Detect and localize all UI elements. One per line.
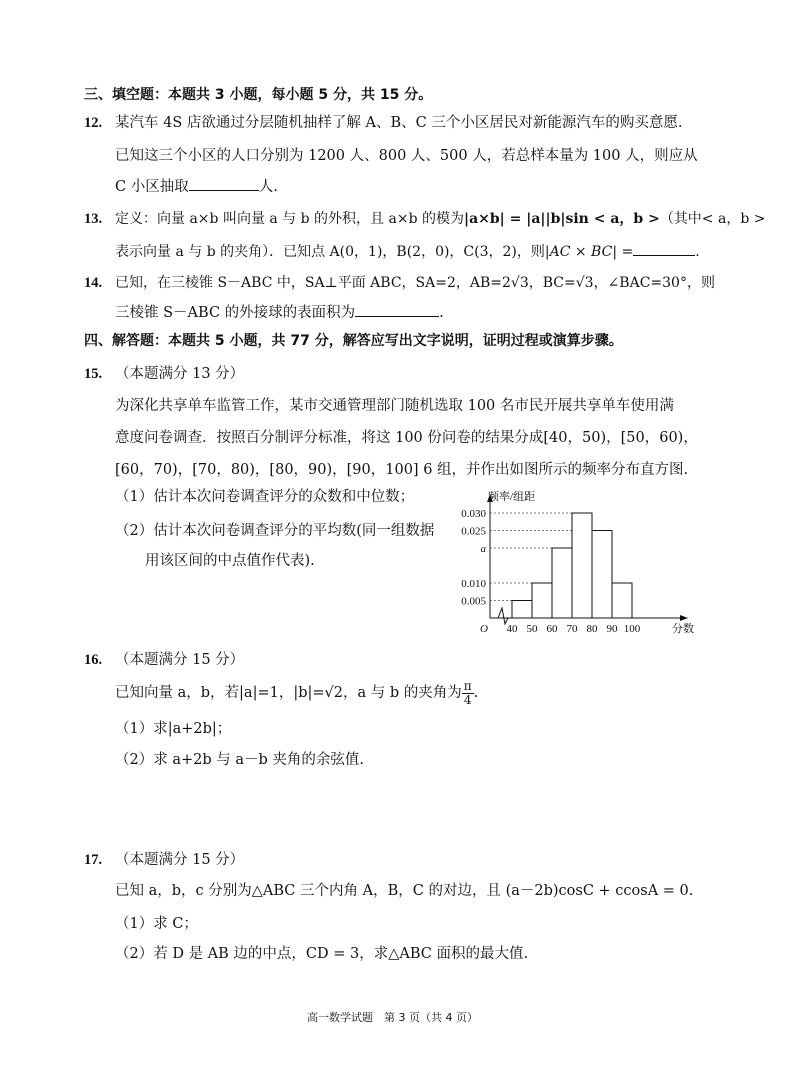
q15-p3: [60，70)，[70，80)，[80，90)，[90，100] 6 组，并作出如图所示的频率分布直方图. [115,462,689,478]
q15-p1: 为深化共享单车监管工作，某市交通管理部门随机选取 100 名市民开展共享单车使用满 [115,398,674,414]
q16-sub2: （2）求 a+2b 与 a－b 夹角的余弦值. [115,752,364,768]
y-axis-label: 频率/组距 [488,491,536,503]
axis-break-mark [498,608,508,624]
q15-score: （本题满分 13 分） [115,366,245,382]
q17-sub2: （2）若 D 是 AB 边的中点，CD = 3，求△ABC 面积的最大值. [115,946,529,962]
q13-line1-tail: （其中< a，b > [659,211,766,227]
q16-score: （本题满分 15 分） [115,652,245,668]
x-tick-label: 40 [506,623,518,635]
q13-line2 [115,241,700,262]
x-tick-label: 90 [606,623,618,635]
q12-line2: 已知这三个小区的人口分别为 1200 人、800 人、500 人，若总样本量为 100 人，则应从 [115,148,698,164]
q12-number: 12. [84,115,103,131]
q12-line3-post: 人. [258,179,278,195]
q14-line2 [115,302,444,323]
y-tick-label: 0.025 [461,525,486,538]
x-axis-label: 分数 [672,623,694,635]
q13-answer-blank[interactable] [633,241,695,256]
page-footer: 高一数学试题 第 3 页（共 4 页） [307,1011,478,1024]
q16-line1-end: . [473,685,479,701]
x-tick-label: 80 [586,623,598,635]
histogram-bar [612,583,632,618]
q15-p2: 意度问卷调查．按照百分制评分标准，将这 100 份问卷的结果分成[40，50)，[50，60)， [115,430,698,446]
frequency-histogram [452,488,702,638]
y-tick-label: a [480,543,486,555]
q12-line3 [115,176,278,197]
q16-frac-den: 4 [463,692,472,707]
q15-sub1: （1）估计本次问卷调查评分的众数和中位数； [115,489,415,505]
q13-line1-text: 定义：向量 a×b 叫向量 a 与 b 的外积，且 a×b 的模为 [115,211,464,227]
q16-frac-num: π [463,678,472,693]
q13-line2-end: . [695,244,700,260]
q16-line1-text: 已知向量 a，b，若|a|=1，|b|=√2，a 与 b 的夹角为 [115,685,462,701]
q14-number: 14. [84,275,103,291]
q17-score: （本题满分 15 分） [115,852,245,868]
x-axis-arrow-icon [680,615,688,621]
q12-answer-blank[interactable] [189,176,259,191]
x-tick-label: 100 [623,623,641,635]
q13-number: 13. [84,211,103,227]
y-tick-label: 0.005 [461,595,486,608]
x-tick-label: 70 [566,623,578,635]
x-tick-label: 50 [526,623,538,635]
q15-number: 15. [84,366,103,382]
q17-sub1: （1）求 C； [115,916,198,932]
q14-answer-blank[interactable] [355,302,439,317]
q14-line2-text: 三棱锥 S－ABC 的外接球的表面积为 [115,305,356,321]
q13-formula2: |AC × BC| = [544,244,634,260]
q13-line2-text: 表示向量 a 与 b 的夹角）．已知点 A(0，1)，B(2，0)，C(3，2)，则 [115,244,545,260]
section4-header: 四、解答题：本题共 5 小题，共 77 分，解答应写出文字说明，证明过程或演算步骤。 [84,333,623,349]
section3-header: 三、填空题：本题共 3 小题，每小题 5 分，共 15 分。 [84,87,433,103]
q16-angle-fraction [462,680,474,707]
x-tick-label: 60 [546,623,558,635]
origin-label: O [480,623,488,635]
q14-line1: 已知，在三棱锥 S－ABC 中，SA⊥平面 ABC，SA=2，AB=2√3，BC=√3，∠BAC=30°，则 [115,275,715,291]
q14-line2-end: . [439,305,444,321]
q16-sub1: （1）求|a+2b|； [115,721,232,737]
histogram-bar [512,601,532,619]
q13-line1 [115,209,765,229]
q16-number: 16. [84,652,103,668]
q17-number: 17. [84,852,103,868]
q17-line1: 已知 a，b，c 分别为△ABC 三个内角 A，B，C 的对边，且 (a－2b)cosC + ccosA = 0. [115,883,694,899]
histogram-bar [592,531,612,619]
q15-sub2-a: （2）估计本次问卷调查评分的平均数(同一组数据 [115,523,435,539]
y-tick-label: 0.030 [461,508,486,520]
histogram-bar [532,583,552,618]
q16-line1 [115,678,478,708]
y-tick-label: 0.010 [461,578,486,590]
q12-line3-pre: C 小区抽取 [115,179,189,195]
q15-sub2-b: 用该区间的中点值作代表). [145,553,315,569]
histogram-bar [572,513,592,618]
histogram-bar [552,548,572,618]
q12-line1: 某汽车 4S 店欲通过分层随机抽样了解 A、B、C 三个小区居民对新能源汽车的购买意愿. [115,115,683,131]
q13-formula: |a×b| = |a||b|sin < a，b > [464,211,660,227]
